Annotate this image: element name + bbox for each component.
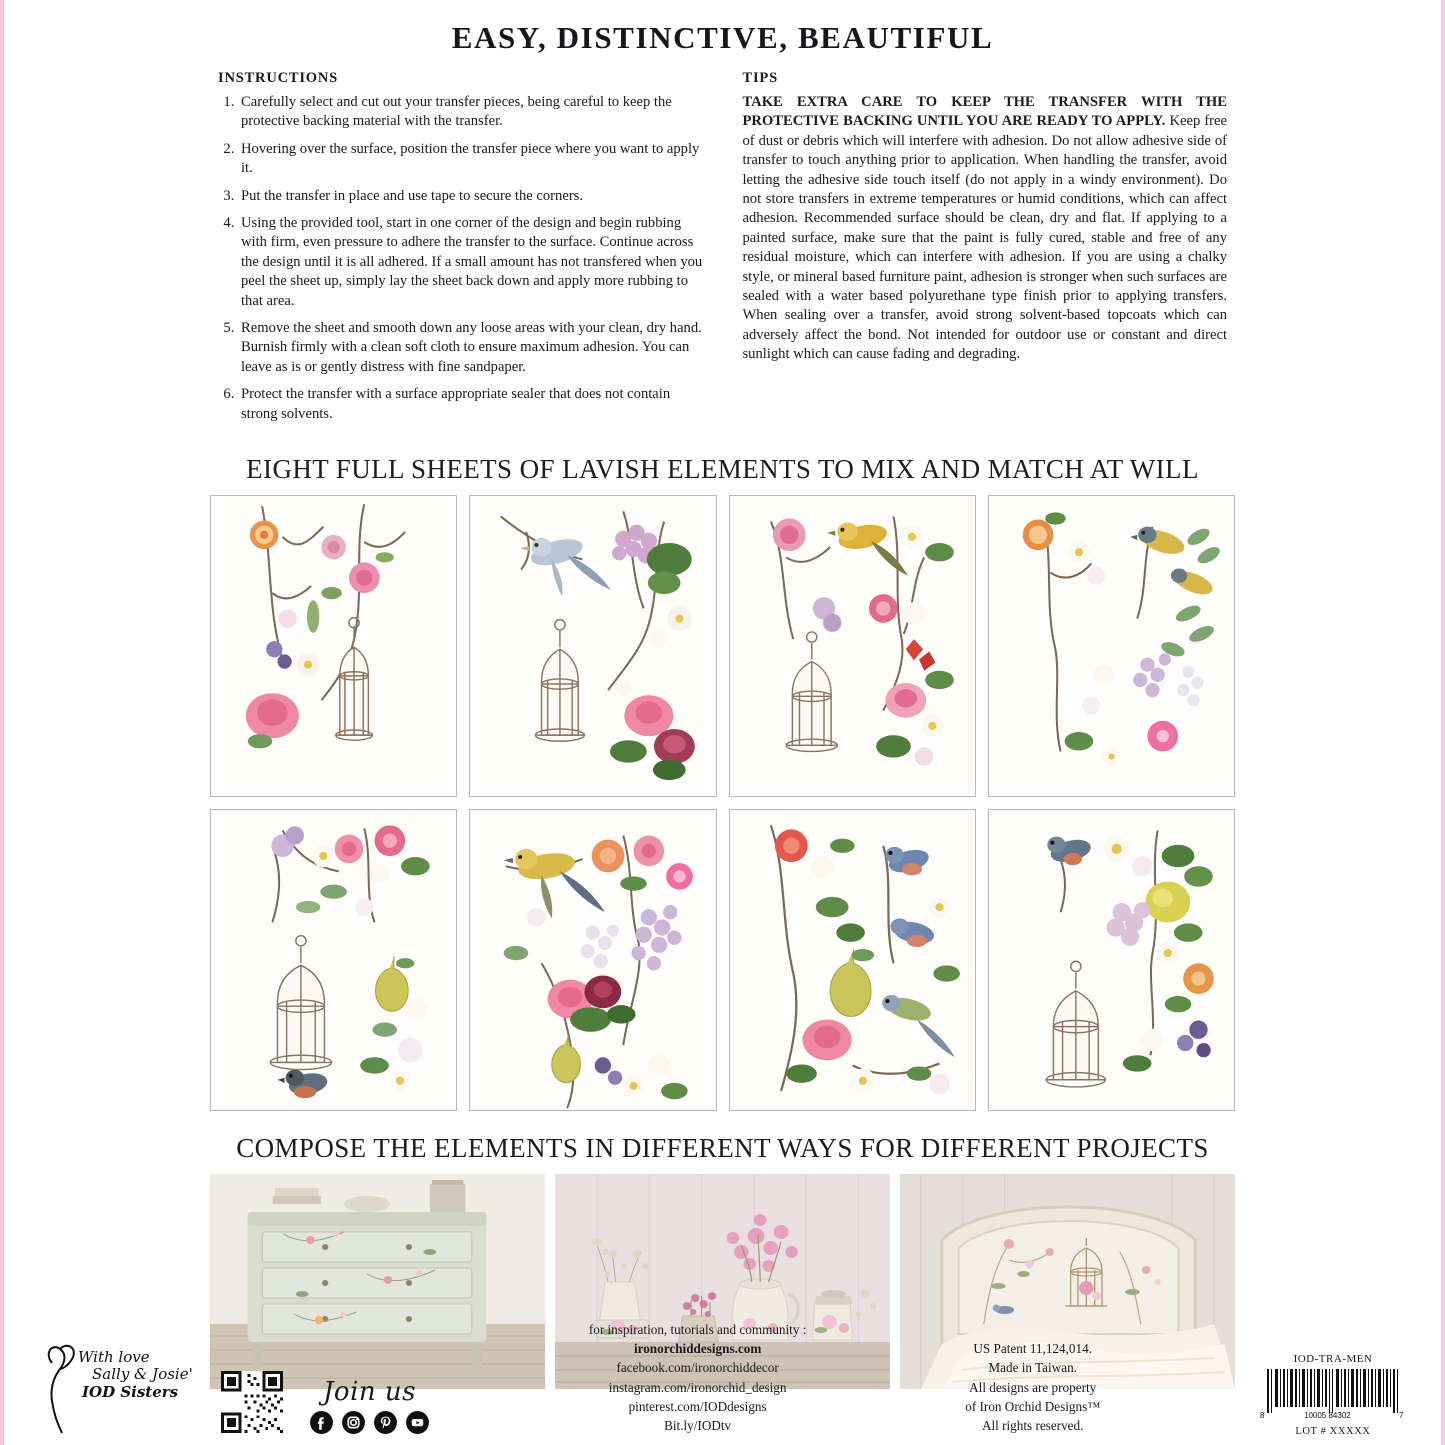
compose-heading: COMPOSE THE ELEMENTS IN DIFFERENT WAYS FOR DIFFERENT PROJECTS (236, 1133, 1209, 1164)
barcode-block (1259, 1353, 1407, 1437)
signature-line-2: Sally & Josie' (92, 1365, 193, 1384)
join-us-block (309, 1377, 430, 1435)
sheet-8-birdcage-lemon-apricot (988, 809, 1235, 1111)
sheet-1-art (211, 496, 456, 797)
tips-paragraph (743, 93, 1228, 365)
sheet-1-citrus-branch-birdcage (210, 495, 457, 797)
tips-column (743, 70, 1228, 432)
sku-code: IOD-TRA-MEN (1293, 1353, 1373, 1365)
page-title: EASY, DISTINCTIVE, BEAUTIFUL (451, 20, 994, 55)
sheet-7-bluebirds-pear-peony (729, 809, 976, 1111)
pinterest-icon[interactable] (373, 1410, 398, 1435)
rights-reserved: All rights reserved. (981, 1417, 1084, 1433)
text-columns (38, 70, 1407, 432)
lot-number: LOT # XXXXX (1295, 1426, 1371, 1437)
legal-block (965, 1339, 1100, 1435)
barcode (1259, 1367, 1407, 1437)
instructions-column (218, 70, 703, 432)
link-website[interactable]: ironorchiddesigns.com (633, 1341, 762, 1357)
inspiration-links (589, 1320, 807, 1435)
signature-line-3: IOD Sisters (82, 1382, 179, 1401)
sheet-6-oriole-lilac-roses (469, 809, 716, 1111)
sheet-6-art (470, 810, 715, 1111)
link-instagram[interactable]: instagram.com/ironorchid_design (608, 1379, 787, 1395)
link-iodtv[interactable]: Bit.ly/IODtv (664, 1417, 732, 1433)
barcode-digit-left: 8 (1259, 1411, 1265, 1419)
list-item: 2. Hovering over the surface, position the transfer piece where you want to apply it. (238, 140, 703, 179)
sheet-2-bird-hydrangea-birdcage (469, 495, 716, 797)
list-item: 5. Remove the sheet and smooth down any loose areas with your clean, dry hand. Burnish firmly with a clean soft cloth to ensure maximum adhesion. You can leave as is or gently distress with fine sandpaper. (238, 319, 703, 377)
list-item: 4. Using the provided tool, start in one corner of the design and begin rubbing with firm, even pressure to adhere the transfer to the surface. Continue across the design until it is all adhered. If a small amount has not transfered when you peel the sheet up, simply lay the sheet back down and apply more rubbing to that area. (238, 214, 703, 311)
sheet-3-yellow-bird-dahlia-birdcage (729, 495, 976, 797)
sheet-3-art (730, 496, 975, 797)
list-item: 6. Protect the transfer with a surface appropriate sealer that does not contain strong solvents. (238, 385, 703, 424)
list-item: 3. Put the transfer in place and use tape to secure the corners. (238, 187, 703, 206)
designs-property-line-1: All designs are property (969, 1379, 1097, 1395)
facebook-icon[interactable] (309, 1410, 334, 1435)
sheet-2-art (470, 496, 715, 797)
patent-text: US Patent 11,124,014. (973, 1341, 1092, 1357)
footer (38, 1321, 1407, 1439)
tips-body: Keep free of dust or debris which will interfere with adhesion. Do not allow adhesive side of transfer to touch anything prior to application. When handling the transfer, avoid letting the adhesive side touch itself (do not apply in a windy environment). Do not store transfers in extreme temperatures or humid conditions, which can affect adhesion. Recommended surface should be clean, dry and flat. If applying to a painted surface, make sure that the paint is fully cured, stable and free of any residual moisture, which can interfere with adhesion. If you are using a chalky style, or mineral based furniture paint, adhesion is stronger when such surfaces are sealed with a water based polyurethane type finish prior to applying transfers. When sealing over a transfer, avoid strong solvent-based topcoats which can adversely affect the bond. Not intended for outdoor use or constant and direct sunlight which can cause fading and degrading. (742, 113, 1227, 363)
sheets-grid (38, 495, 1407, 1111)
sheet-7-art (730, 810, 975, 1111)
designs-property-line-2: of Iron Orchid Designs™ (965, 1398, 1101, 1414)
signature-line-1: With love (78, 1348, 150, 1366)
social-icons (309, 1410, 430, 1435)
sheet-4-art (989, 496, 1234, 797)
list-item: 1. Carefully select and cut out your transfer pieces, being careful to keep the protective backing material with the transfer. (238, 93, 703, 132)
tips-heading: TIPS (742, 70, 778, 86)
instructions-list (218, 93, 703, 424)
instagram-icon[interactable] (341, 1410, 366, 1435)
link-pinterest[interactable]: pinterest.com/IODdesigns (628, 1398, 767, 1414)
sheet-5-birdcage-pear-robin (210, 809, 457, 1111)
barcode-image (1259, 1367, 1407, 1419)
qr-code[interactable] (221, 1371, 283, 1433)
inspiration-label: for inspiration, tutorials and community : (588, 1322, 807, 1338)
youtube-icon[interactable] (405, 1410, 430, 1435)
join-us-label: Join us (323, 1377, 416, 1407)
made-in-text: Made in Taiwan. (988, 1360, 1077, 1376)
tips-lead: TAKE EXTRA CARE TO KEEP THE TRANSFER WITH THE PROTECTIVE BACKING UNTIL YOU ARE READY TO APPLY. (742, 94, 1227, 130)
instructions-heading: INSTRUCTIONS (218, 70, 338, 86)
sheet-8-art (989, 810, 1234, 1111)
signature-block (38, 1335, 213, 1439)
link-facebook[interactable]: facebook.com/ironorchiddecor (616, 1360, 779, 1376)
sheets-heading: EIGHT FULL SHEETS OF LAVISH ELEMENTS TO MIX AND MATCH AT WILL (246, 454, 1199, 485)
barcode-digit-right: 7 (1398, 1411, 1404, 1419)
sheet-5-art (211, 810, 456, 1111)
sheet-4-orange-eucalyptus-warblers (988, 495, 1235, 797)
barcode-digit-mid: 10005 84302 (1303, 1411, 1351, 1419)
